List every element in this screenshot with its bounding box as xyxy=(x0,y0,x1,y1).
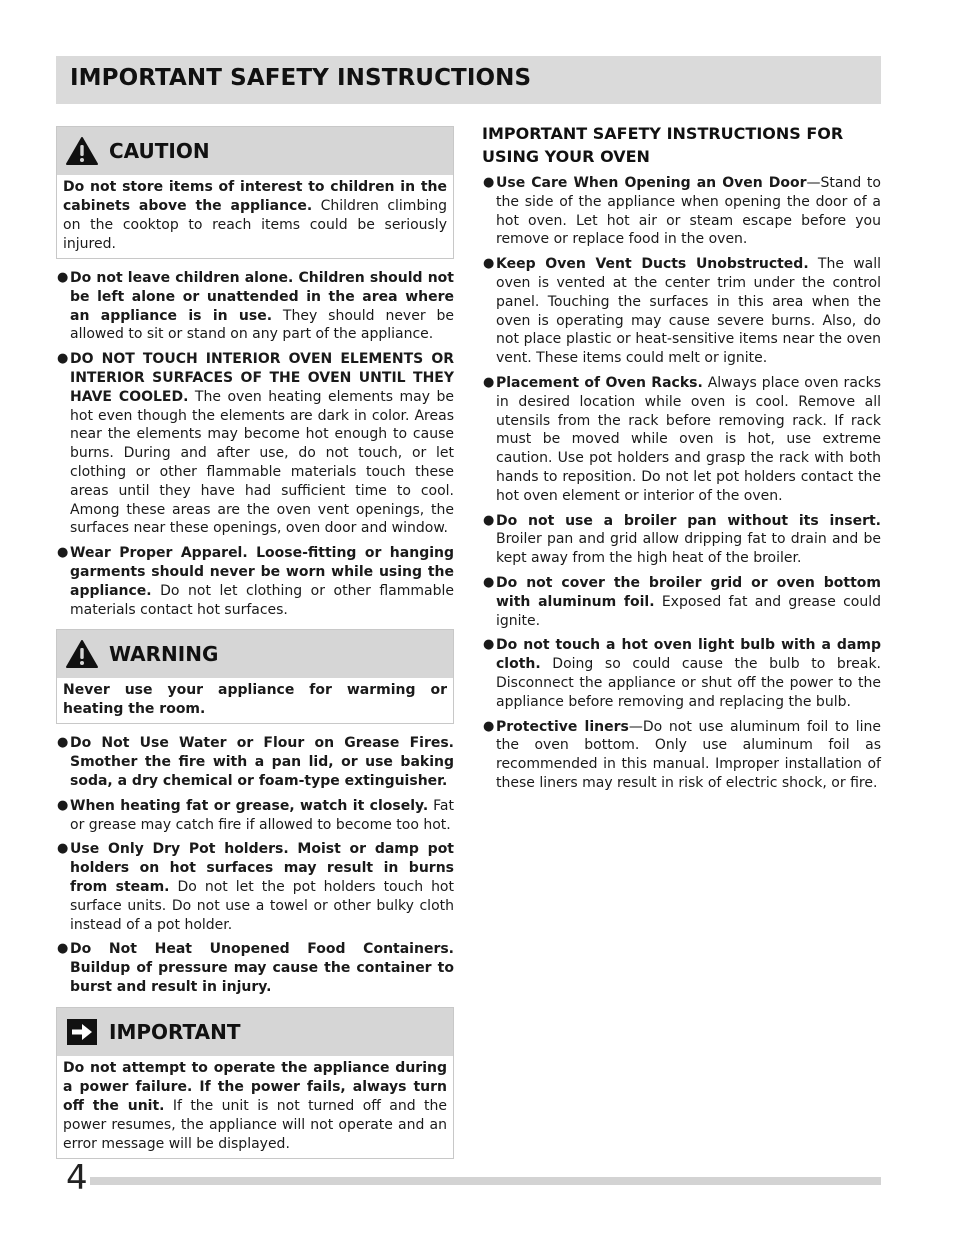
bullet-dot-icon: ● xyxy=(57,797,69,813)
list-item xyxy=(56,544,454,619)
right-column xyxy=(482,122,881,799)
caution-bold-text: Do not store items of interest to children in the cabinets above the appliance. xyxy=(63,179,447,214)
caution-callout xyxy=(56,126,454,259)
page-header xyxy=(56,56,881,104)
list-item xyxy=(482,636,881,711)
list-item-bold: Do Not Heat Unopened Food Containers. Buildup of pressure may cause the container to burst and result in injury. xyxy=(70,941,454,995)
caution-body-text: Children climbing on the cooktop to reach items could be seriously injured. xyxy=(63,198,447,252)
list-item-bold: Use Care When Opening an Oven Door xyxy=(496,175,807,191)
caution-header xyxy=(57,127,453,175)
list-item-text: —Do not use aluminum foil to line the oven bottom. Only use aluminum foil as recommended in this manual. Improper installation of these liners may result in risk of electric shock, or fire. xyxy=(496,718,881,791)
footer-bar xyxy=(90,1177,881,1185)
warning-header xyxy=(57,630,453,678)
important-callout xyxy=(56,1007,454,1159)
bullet-dot-icon: ● xyxy=(57,735,69,751)
important-title: IMPORTANT xyxy=(109,1019,241,1044)
list-item-bold: When heating fat or grease, watch it closely. xyxy=(70,797,429,814)
important-body-text: If the unit is not turned off and the power resumes, the appliance will not operate and an error message will be displayed. xyxy=(63,1097,448,1152)
list-item-bold: Do not use a broiler pan without its insert. xyxy=(496,512,881,529)
page-number: 4 xyxy=(66,1158,88,1198)
right-bullet-list xyxy=(482,174,881,793)
list-item-text: —Stand to the side of the appliance when opening the door of a hot oven. Let hot air or steam escape before you remove or replace food in the oven. xyxy=(496,175,881,248)
bullet-dot-icon: ● xyxy=(57,351,69,367)
list-item-bold: Do not cover the broiler grid or oven bottom with aluminum foil. xyxy=(496,574,881,610)
bullet-dot-icon: ● xyxy=(483,256,495,272)
caution-title: CAUTION xyxy=(109,139,210,163)
caution-text xyxy=(57,175,453,258)
bullet-dot-icon: ● xyxy=(483,637,495,653)
list-item-text: Do not let clothing or other flammable materials contact hot surfaces. xyxy=(70,582,454,618)
page-title: IMPORTANT SAFETY INSTRUCTIONS xyxy=(70,65,532,91)
left-bullet-list-2 xyxy=(56,734,454,996)
list-item-text: Broiler pan and grid allow dripping fat to drain and be kept away from the high heat of the broiler. xyxy=(496,531,881,567)
list-item xyxy=(56,734,454,790)
list-item-bold: Placement of Oven Racks. xyxy=(496,374,703,391)
warning-triangle-icon xyxy=(65,136,99,166)
list-item-bold: Use Only Dry Pot holders. Moist or damp pot holders on hot surfaces may result in burns from steam. xyxy=(70,841,454,895)
section-heading: IMPORTANT SAFETY INSTRUCTIONS FOR USING YOUR OVEN xyxy=(482,124,844,166)
list-item xyxy=(56,797,454,835)
warning-text xyxy=(57,678,453,723)
bullet-dot-icon: ● xyxy=(483,512,495,528)
list-item-text: The wall oven is vented at the center trim under the control panel. Touching the surfaces in this area when the oven is operating may cause severe burns. Also, do not place plastic or heat-sensitive items near the oven vent. These items could melt or ignite. xyxy=(496,256,882,367)
bullet-dot-icon: ● xyxy=(57,545,69,561)
bullet-dot-icon: ● xyxy=(57,270,69,285)
list-item xyxy=(482,574,881,630)
warning-triangle-icon xyxy=(65,639,99,669)
left-column xyxy=(56,126,454,1159)
list-item xyxy=(56,940,454,996)
bullet-dot-icon: ● xyxy=(57,841,69,857)
bullet-dot-icon: ● xyxy=(57,941,69,957)
list-item-bold: Wear Proper Apparel. Loose-fitting or hanging garments should never be worn while using the appliance. xyxy=(70,545,454,599)
list-item-bold: DO NOT TOUCH INTERIOR OVEN ELEMENTS OR INTERIOR SURFACES OF THE OVEN UNTIL THEY HAVE COOLED. xyxy=(70,351,454,405)
important-bold-text: Do not attempt to operate the appliance during a power failure. If the power fails, always turn off the unit. xyxy=(63,1059,447,1114)
list-item xyxy=(482,718,881,793)
list-item xyxy=(56,840,454,934)
bullet-dot-icon: ● xyxy=(483,175,495,190)
list-item xyxy=(482,174,881,249)
list-item-bold: Do Not Use Water or Flour on Grease Fires. Smother the fire with a pan lid, or use baking soda, a dry chemical or foam-type extinguisher. xyxy=(70,735,454,789)
bullet-dot-icon: ● xyxy=(483,374,495,390)
list-item-bold: Do not leave children alone. Children should not be left alone or unattended in the area where an appliance is in use. xyxy=(70,270,454,324)
list-item-text: Always place oven racks in desired location while oven is cool. Remove all utensils from the rack before removing rack. If rack must be moved while oven is hot, use extreme caution. Use pot holders and grasp the rack with both hands to reposition. Do not let pot holders contact the hot oven element or interior of the oven. xyxy=(496,374,881,504)
bullet-dot-icon: ● xyxy=(483,718,495,734)
list-item xyxy=(482,255,881,368)
list-item xyxy=(482,512,881,568)
list-item-text: They should never be allowed to sit or stand on any part of the appliance. xyxy=(70,307,454,343)
warning-bold-text: Never use your appliance for warming or heating the room. xyxy=(63,682,447,718)
warning-title: WARNING xyxy=(109,642,219,667)
list-item-bold: Do not touch a hot oven light bulb with a damp cloth. xyxy=(496,637,881,673)
list-item-bold: Protective liners xyxy=(496,718,629,735)
list-item xyxy=(56,350,454,538)
list-item-text: Fat or grease may catch fire if allowed to become too hot. xyxy=(70,797,454,833)
list-item xyxy=(56,269,454,344)
left-bullet-list-1 xyxy=(56,269,454,619)
warning-callout xyxy=(56,629,454,724)
list-item xyxy=(482,374,881,506)
bullet-dot-icon: ● xyxy=(483,574,495,590)
list-item-bold: Keep Oven Vent Ducts Unobstructed. xyxy=(496,256,809,273)
list-item-text: Do not let the pot holders touch hot surface units. Do not use a towel or other bulky cloth instead of a pot holder. xyxy=(70,878,454,933)
arrow-right-icon xyxy=(65,1017,99,1047)
list-item-text: Exposed fat and grease could ignite. xyxy=(496,593,881,629)
important-header xyxy=(57,1008,453,1056)
important-text xyxy=(57,1056,453,1158)
list-item-text: Doing so could cause the bulb to break. Disconnect the appliance or shut off the power to the appliance before removing and replacing the bulb. xyxy=(496,656,881,710)
list-item-text: The oven heating elements may be hot even though the elements are dark in color. Areas near the elements may become hot enough to cause burns. During and after use, do not touch, or let clothing or other flammable materials touch these areas until they have had sufficient time to cool. Among these areas are the oven vent openings, the surfaces near these openings, oven door and window. xyxy=(70,388,454,537)
